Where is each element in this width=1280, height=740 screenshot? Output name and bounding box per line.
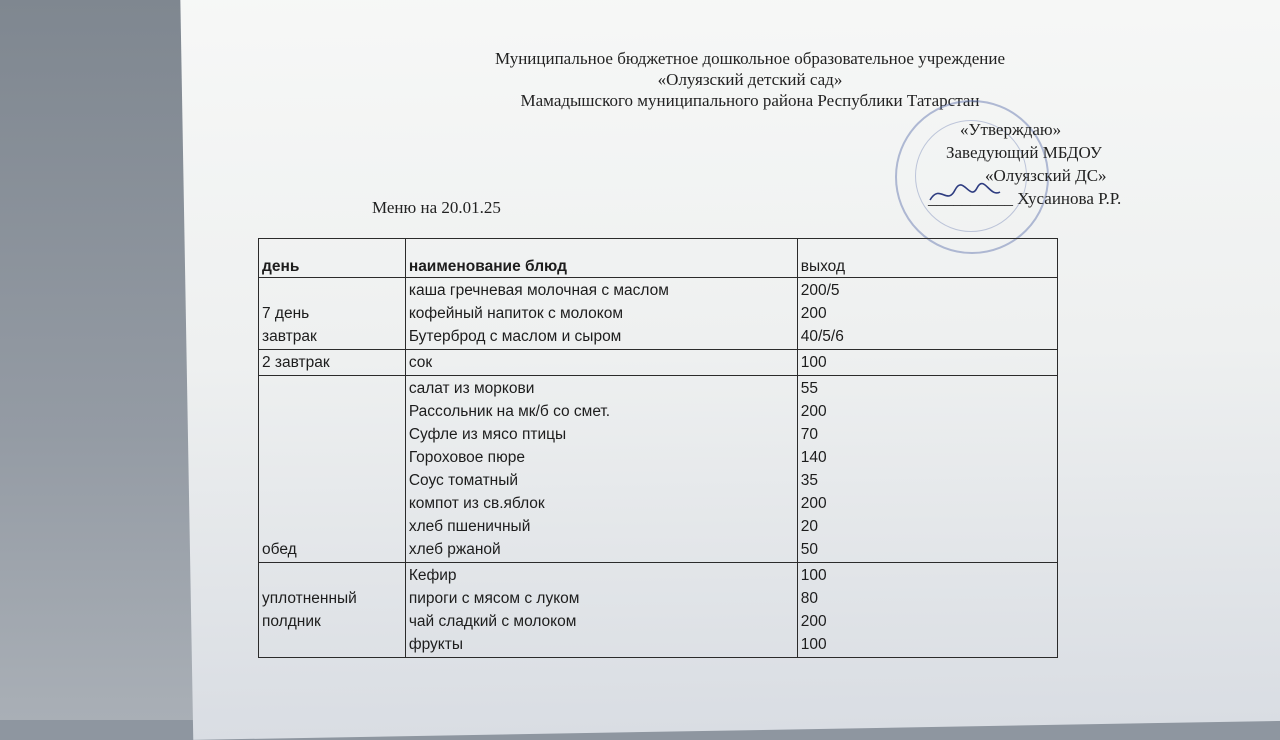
dish-item: Суфле из мясо птицы bbox=[408, 426, 567, 443]
dish-item: Бутерброд с маслом и сыром bbox=[408, 328, 622, 345]
output-cell bbox=[797, 350, 1057, 376]
header-line-2: «Олуязский детский сад» bbox=[657, 70, 843, 89]
output-value: 200 bbox=[800, 495, 827, 512]
approval-line-4: __________ Хусаинова Р.Р. bbox=[928, 189, 1122, 208]
dish-item: чай сладкий с молоком bbox=[408, 613, 577, 630]
dish-item: хлеб ржаной bbox=[408, 541, 501, 558]
approval-line-2: Заведующий МБДОУ bbox=[946, 143, 1102, 162]
table-row bbox=[259, 350, 1058, 376]
dish-item: сок bbox=[408, 354, 433, 371]
dish-cell bbox=[405, 350, 797, 376]
output-value: 200 bbox=[800, 403, 827, 420]
output-value: 140 bbox=[800, 449, 827, 466]
dish-item: компот из св.яблок bbox=[408, 495, 545, 512]
dish-cell bbox=[405, 563, 797, 658]
output-value: 70 bbox=[800, 426, 818, 443]
dish-item: Кефир bbox=[408, 567, 457, 584]
output-value: 200 bbox=[800, 305, 827, 322]
dish-cell bbox=[405, 278, 797, 350]
day-label: 7 день bbox=[262, 305, 310, 322]
meal-label: завтрак bbox=[262, 328, 317, 345]
dish-item: кофейный напиток с молоком bbox=[408, 305, 624, 322]
dish-item: каша гречневая молочная с маслом bbox=[408, 282, 669, 299]
table-row bbox=[259, 563, 1058, 658]
header-dish: наименование блюд bbox=[405, 239, 797, 278]
header-line-3: Мамадышского муниципального района Республики Татарстан bbox=[520, 91, 980, 110]
output-value: 100 bbox=[800, 354, 827, 371]
dish-item: Гороховое пюре bbox=[408, 449, 525, 466]
meal-label: обед bbox=[262, 541, 297, 558]
header-day: день bbox=[259, 239, 406, 278]
table-row bbox=[259, 278, 1058, 350]
day-cell bbox=[259, 350, 406, 376]
header-line-1: Муниципальное бюджетное дошкольное образовательное учреждение bbox=[495, 49, 1005, 68]
output-value: 200 bbox=[800, 613, 827, 630]
dish-item: хлеб пшеничный bbox=[408, 518, 531, 535]
output-value: 50 bbox=[800, 541, 818, 558]
output-value: 100 bbox=[800, 636, 827, 653]
output-value: 40/5/6 bbox=[800, 328, 844, 345]
meal-label: 2 завтрак bbox=[262, 354, 330, 371]
dish-cell bbox=[405, 376, 797, 563]
day-cell bbox=[259, 278, 406, 350]
meal-label: полдник bbox=[262, 613, 321, 630]
header-output: выход bbox=[797, 239, 1057, 278]
output-value: 100 bbox=[800, 567, 827, 584]
output-cell bbox=[797, 376, 1057, 563]
output-value: 200/5 bbox=[800, 282, 840, 299]
day-cell bbox=[259, 563, 406, 658]
menu-title: Меню на 20.01.25 bbox=[372, 198, 501, 217]
meal-label: уплотненный bbox=[262, 590, 357, 607]
table-header-row bbox=[259, 239, 1058, 278]
dish-item: салат из моркови bbox=[408, 380, 535, 397]
approval-line-3: «Олуязский ДС» bbox=[985, 166, 1107, 185]
output-value: 35 bbox=[800, 472, 818, 489]
approval-line-1: «Утверждаю» bbox=[960, 120, 1062, 139]
output-value: 20 bbox=[800, 518, 818, 535]
output-cell bbox=[797, 278, 1057, 350]
output-value: 80 bbox=[800, 590, 818, 607]
output-cell bbox=[797, 563, 1057, 658]
output-value: 55 bbox=[800, 380, 818, 397]
table-row bbox=[259, 376, 1058, 563]
document-header bbox=[400, 48, 1100, 111]
menu-table bbox=[258, 238, 1058, 658]
dish-item: Соус томатный bbox=[408, 472, 519, 489]
dish-item: Рассольник на мк/б со смет. bbox=[408, 403, 611, 420]
day-cell bbox=[259, 376, 406, 563]
dish-item: пироги с мясом с луком bbox=[408, 590, 580, 607]
dish-item: фрукты bbox=[408, 636, 463, 653]
